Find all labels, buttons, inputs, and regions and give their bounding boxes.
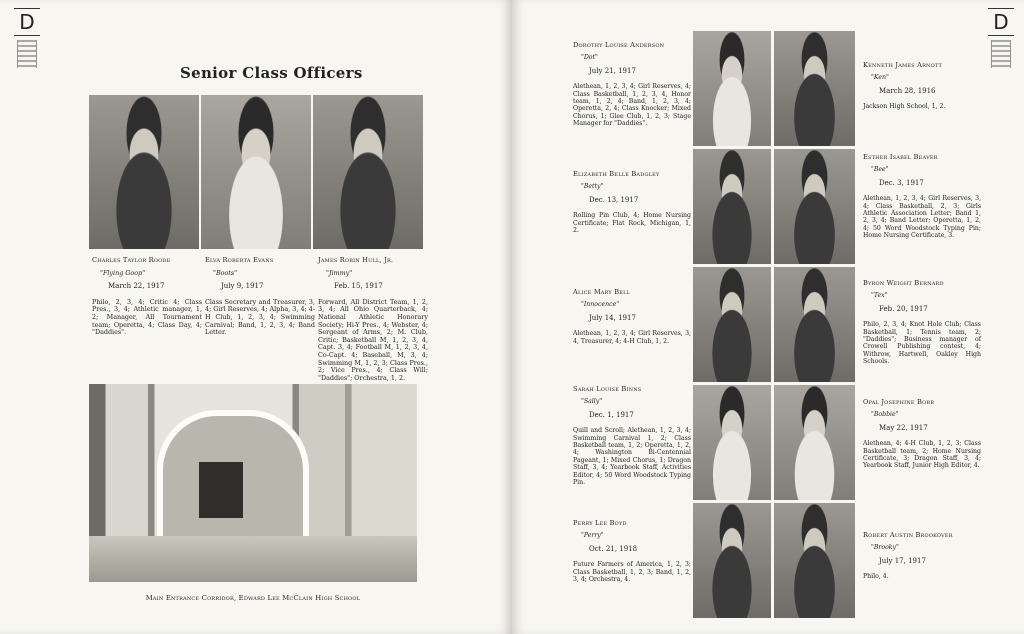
- tab-letter: D: [19, 10, 35, 34]
- student-activities: Future Farmers of America, 1, 2, 3; Class Basketball, 1, 2, 3; Band, 1, 2, 3, 4; Orchestra, 4.: [573, 561, 691, 584]
- student-photo: [774, 149, 855, 264]
- student-activities: Philo, 4.: [863, 573, 889, 581]
- student-entry: [573, 42, 691, 128]
- student-birthdate: Feb. 20, 1917: [879, 304, 928, 313]
- student-name: Robert Austin Brookover: [863, 531, 953, 539]
- student-entry: [863, 62, 981, 111]
- page-title: Senior Class Officers: [180, 64, 363, 82]
- student-name: Sarah Louise Binns: [573, 385, 642, 393]
- student-activities: Quill and Scroll; Alethean, 1, 2, 3, 4; Swimming Carnival 1, 2; Class Basketball team, 1, 2; Operetta, 1, 2, 4; Washington Bi-Centennial Pageant, 1; Mixed Chorus, 1; Dragon Staff, 3, 4; Yearbook Staff, Activities Editor, 4; 50 Word Woodstock Typing Pin.: [573, 427, 691, 487]
- student-entry: [863, 532, 981, 581]
- student-name: Elizabeth Belle Badgley: [573, 170, 660, 178]
- student-photo: [693, 149, 771, 264]
- officer-nickname: "Jimmy": [326, 268, 353, 277]
- photo-caption: Main Entrance Corridor, Edward Lee McClain High School: [145, 594, 361, 602]
- student-name: Byron Weight Bernard: [863, 279, 944, 287]
- student-entry: [863, 154, 981, 240]
- officer-nickname: "Flying Goop": [100, 268, 146, 277]
- officer-nickname: "Boots": [213, 268, 238, 277]
- student-nickname: "Brooky": [871, 544, 899, 552]
- officer-activities: Philo, 2, 3, 4; Critic 4; Class Pres., 3, 4; Athletic manager, 1, 2; Manager, All Tournament team; Operettа, 4; Class Day, 4; "Daddies".: [92, 297, 202, 337]
- entrance-door: [199, 462, 243, 518]
- student-name: Alice Mary Bell: [573, 288, 631, 296]
- officer-birthdate: July 9, 1917: [221, 282, 264, 291]
- student-entry: [863, 280, 981, 366]
- student-entry: [863, 399, 981, 470]
- student-nickname: "Ken": [871, 74, 889, 82]
- student-name: Dorothy Louise Anderson: [573, 41, 665, 49]
- officer-name: Charles Taylor Roode: [92, 256, 171, 264]
- officer-activities: Class Secretary and Treasurer, 3, 4; Girl Reserves, 4; Alpha, 3, 4; 4-H Club, 1, 2, 3, 4; Swimming Carnival; Band, 1, 2, 3, 4; Band Letter.: [205, 297, 315, 337]
- officer-activities: Forward, All District Team, 1, 2, 3, 4; All Ohio Quarterback, 4; National Athletic Honorary Society; Hi-Y Pres., 4; Webster, 4; Sergeant of Arms, 2; M. Club, Critic; Basketball M, 1, 2, 3, 4, Capt. 3, 4; Football M, 1, 2, 3, 4, Co-Capt. 4; Baseball, M, 3, 4; Swimming M, 1, 2, 3; Class Pres., 2; Vice Pres., 4; Class Will; "Daddies"; Orchestra, 1, 2.: [318, 297, 428, 382]
- corridor-floor: [89, 536, 417, 582]
- student-entry: [573, 289, 691, 345]
- student-birthdate: March 28, 1916: [879, 86, 936, 95]
- student-activities: Rolling Pin Club, 4; Home Nursing Certificate; Flat Rock, Michigan, 1, 2.: [573, 212, 691, 235]
- student-nickname: "Dot": [581, 54, 598, 62]
- student-birthdate: Dec. 1, 1917: [589, 410, 634, 419]
- officer-photo-3: [313, 95, 423, 249]
- student-photo: [774, 267, 855, 382]
- student-nickname: "Innocence": [581, 301, 620, 309]
- student-birthdate: July 17, 1917: [879, 556, 926, 565]
- tab-marker-left: [10, 8, 44, 68]
- student-birthdate: Oct. 21, 1918: [589, 544, 638, 553]
- student-birthdate: Dec. 3, 1917: [879, 178, 924, 187]
- student-photo: [774, 31, 855, 146]
- student-activities: Jackson High School, 1, 2.: [863, 103, 946, 111]
- tab-marker-right: [984, 8, 1018, 68]
- officer-name: Elva Roberta Evans: [205, 256, 274, 264]
- officer-birthdate: Feb. 15, 1917: [334, 282, 383, 291]
- student-activities: Alethean, 1, 2, 3, 4; Girl Reserves, 3, 4; Class Basketball, 2, 3; Girls Athletic Association Letter; Band 1, 2, 3, 4; Band Letter; Operetta, 1, 2, 4; 50 Word Woodstock Typing Pin; Home Nursing Certificate, 3.: [863, 195, 981, 240]
- officer-photo-1: [89, 95, 199, 249]
- student-photo: [774, 385, 855, 500]
- officer-entry-2: [205, 257, 315, 337]
- student-birthdate: May 22, 1917: [879, 423, 928, 432]
- student-nickname: "Tex": [871, 292, 888, 300]
- student-name: Kenneth James Arnott: [863, 61, 943, 69]
- student-photo: [693, 31, 771, 146]
- corridor-photo: [89, 384, 417, 582]
- officer-name: James Robin Hull, Jr.: [318, 256, 394, 264]
- student-activities: Alethean, 1, 2, 3, 4; Girl Reserves, 3, 4, Treasurer, 4; 4-H Club, 1, 2.: [573, 330, 691, 345]
- student-nickname: "Sally": [581, 398, 603, 406]
- student-entry: [573, 171, 691, 234]
- student-nickname: "Bee": [871, 166, 889, 174]
- student-birthdate: July 21, 1917: [589, 66, 636, 75]
- tab-letter: D: [993, 10, 1009, 34]
- ornament-icon: [17, 40, 37, 68]
- ornament-icon: [991, 40, 1011, 68]
- officer-birthdate: March 22, 1917: [108, 282, 165, 291]
- student-photo: [693, 503, 771, 618]
- student-birthdate: July 14, 1917: [589, 313, 636, 322]
- student-entry: [573, 520, 691, 583]
- officer-entry-3: [318, 257, 428, 382]
- student-name: Perry Lee Boyd: [573, 519, 627, 527]
- student-entry: [573, 386, 691, 486]
- student-nickname: "Bobbie": [871, 411, 899, 419]
- student-activities: Alethean, 4; 4-H Club, 1, 2, 3; Class Basketball team, 2; Home Nursing Certificate, 3; Dragon Staff, 3, 4; Yearbook Staff, Junior High Editor, 4.: [863, 440, 981, 470]
- student-photo: [693, 385, 771, 500]
- right-page: [512, 0, 1024, 634]
- student-activities: Alethean, 1, 2, 3, 4; Girl Reserves, 4; Class Basketball, 1, 2, 3, 4, Honor team, 1, 2, 4; Band, 1, 2, 3, 4; Operetta, 2, 4; Class Knocker; Mixed Chorus, 1; Glee Club, 1, 2, 3; Stage Manager for "Daddies".: [573, 83, 691, 128]
- student-activities: Philo, 2, 3, 4; Knot Hole Club; Class Basketball, 1; Tennis team, 2; "Daddies"; Business manager of Crowell Publishing contest, 4; Withrow, Hartwell, Oakley High Schools.: [863, 321, 981, 366]
- student-birthdate: Dec. 13, 1917: [589, 195, 639, 204]
- officer-entry-1: [92, 257, 202, 337]
- student-name: Opal Josephine Bobb: [863, 398, 935, 406]
- student-nickname: "Perry": [581, 532, 604, 540]
- student-name: Esther Isabel Beaver: [863, 153, 938, 161]
- student-photo: [774, 503, 855, 618]
- student-photo: [693, 267, 771, 382]
- student-nickname: "Betty": [581, 183, 604, 191]
- officer-photo-2: [201, 95, 311, 249]
